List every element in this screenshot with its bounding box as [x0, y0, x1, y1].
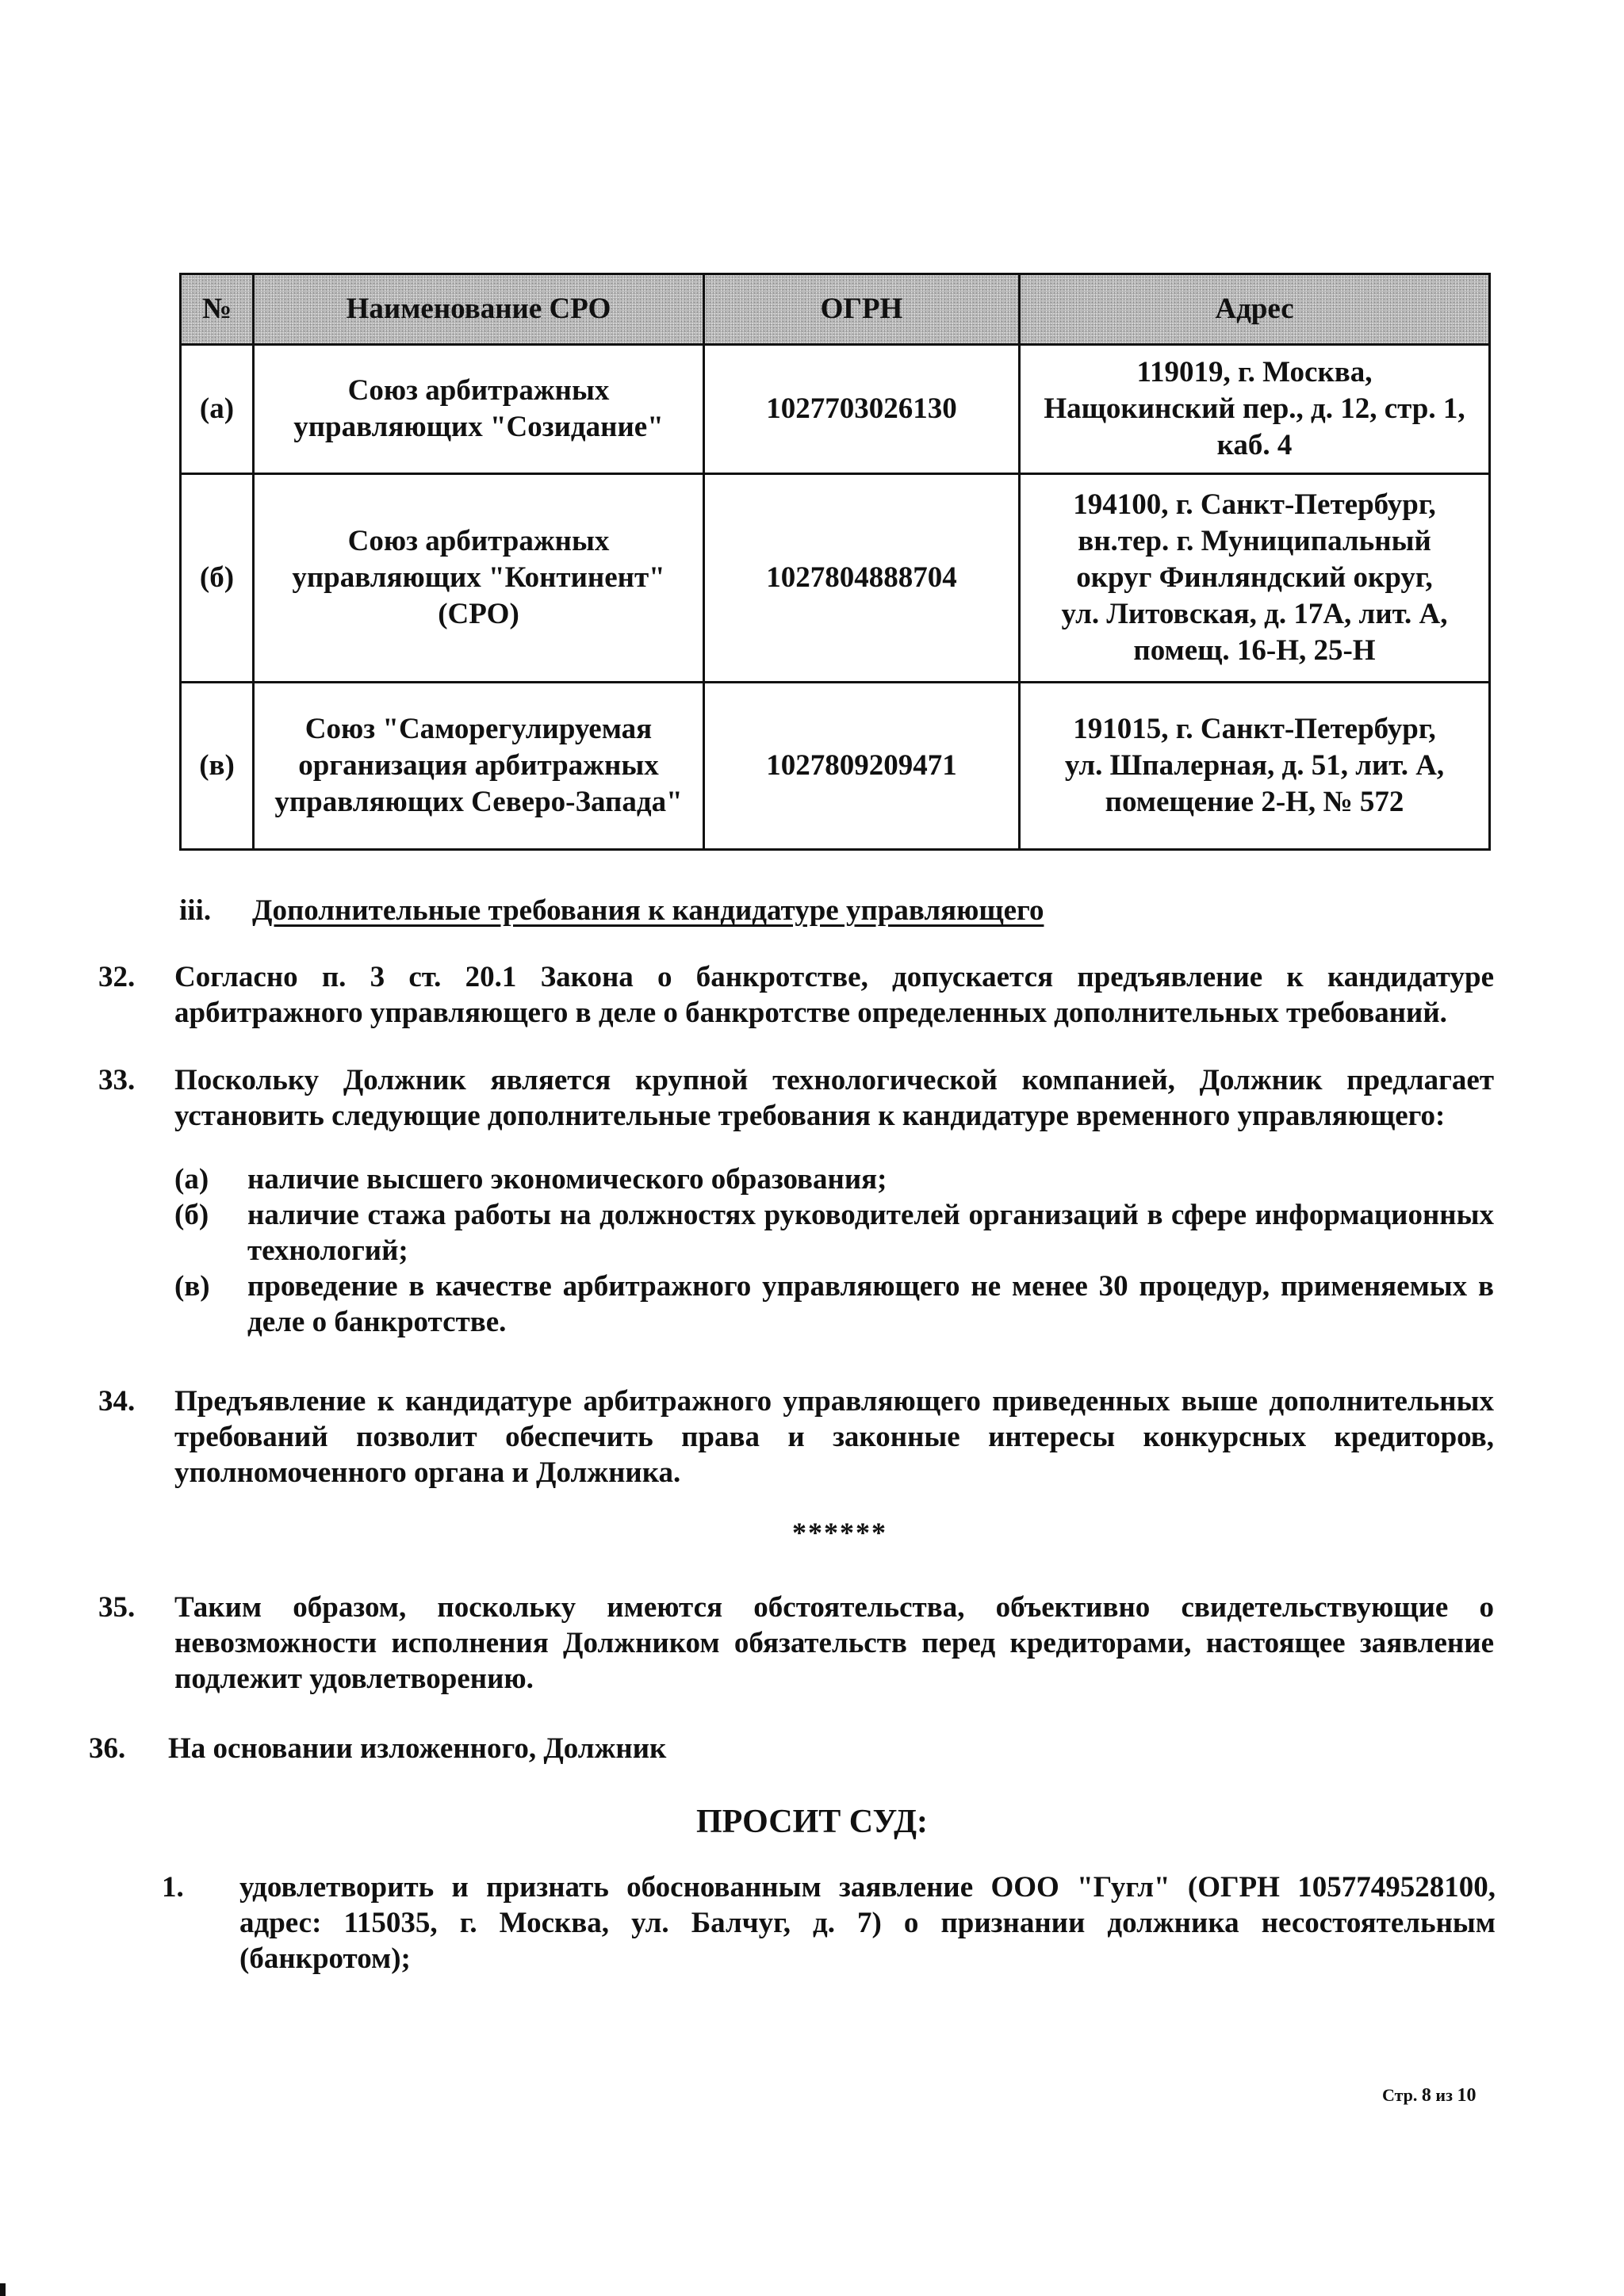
row-number: (в) [181, 683, 254, 850]
list-marker: (в) [174, 1270, 210, 1303]
list-item: (а) наличие высшего экономического образования; [174, 1163, 887, 1196]
paragraph-number: 35. [98, 1591, 136, 1624]
paragraph-35 [98, 1590, 1494, 1697]
sro-name: Союз арбитражных управляющих "Континент" (СРО) [254, 474, 704, 683]
section-marker: iii. [179, 894, 212, 927]
sro-name: Союз арбитражных управляющих "Созидание" [254, 345, 704, 474]
court-request-heading: ПРОСИТ СУД: [695, 1804, 928, 1840]
list-marker: 1. [162, 1871, 184, 1904]
paragraph-number: 32. [98, 961, 136, 993]
row-number: (б) [181, 474, 254, 683]
list-item: (в) проведение в качестве арбитражного управляющего не менее 30 процедур, применяемых в деле о банкротстве. [174, 1270, 1494, 1338]
table-header-row [181, 274, 1490, 345]
paragraph-33 [98, 1062, 1494, 1134]
paragraph-34 [98, 1383, 1494, 1490]
paragraph-number: 36. [89, 1732, 126, 1765]
column-header-ogrn: ОГРН [704, 274, 1020, 345]
table-row [181, 683, 1490, 850]
requirements-list [174, 1161, 1494, 1340]
list-item: (б) наличие стажа работы на должностях руководителей организаций в сфере информационных технологий; [174, 1199, 1494, 1267]
paragraph-number: 33. [98, 1064, 136, 1096]
sro-address: 119019, г. Москва, Нащокинский пер., д. 12, стр. 1, каб. 4 [1020, 345, 1490, 474]
paragraph-body: Поскольку Должник является крупной технологической компанией, Должник предлагает установить следующие дополнительные требования к кандидатуре временного управляющего: [174, 1064, 1494, 1132]
sro-ogrn: 1027804888704 [704, 474, 1020, 683]
column-header-sro-name: Наименование СРО [254, 274, 704, 345]
sro-table [179, 273, 1491, 851]
paragraph-body: Таким образом, поскольку имеются обстоятельства, объективно свидетельствующие о невозможности исполнения Должником обязательств перед кредиторами, настоящее заявление подлежит удовлетворению. [174, 1591, 1494, 1695]
page-number: Стр. 8 из 10 [1382, 2085, 1477, 2106]
sro-address: 194100, г. Санкт-Петербург, вн.тер. г. Муниципальный округ Финляндский округ, ул. Литовская, д. 17А, лит. А, помещ. 16-Н, 25-Н [1020, 474, 1490, 683]
paragraph-body: Согласно п. 3 ст. 20.1 Закона о банкротстве, допускается предъявление к кандидатуре арбитражного управляющего в деле о банкротстве определенных дополнительных требований. [174, 961, 1494, 1029]
list-marker: (а) [174, 1163, 209, 1196]
court-request-list [162, 1869, 1496, 1976]
row-number: (а) [181, 345, 254, 474]
table-row [181, 345, 1490, 474]
column-header-number: № [181, 274, 254, 345]
list-item: 1. удовлетворить и признать обоснованным заявление ООО "Гугл" (ОГРН 1057749528100, адрес: 115035, г. Москва, ул. Балчуг, д. 7) о признании должника несостоятельным (банкротом); [162, 1871, 1496, 1975]
list-marker: (б) [174, 1199, 209, 1231]
sro-ogrn: 1027809209471 [704, 683, 1020, 850]
section-separator: ****** [792, 1517, 887, 1548]
sro-ogrn: 1027703026130 [704, 345, 1020, 474]
section-title: Дополнительные требования к кандидатуре управляющего [252, 894, 1044, 927]
sro-name: Союз "Саморегулируемая организация арбитражных управляющих Северо-Запада" [254, 683, 704, 850]
sro-address: 191015, г. Санкт-Петербург, ул. Шпалерная, д. 51, лит. А, помещение 2-Н, № 572 [1020, 683, 1490, 850]
paragraph-32 [98, 959, 1494, 1031]
column-header-address: Адрес [1020, 274, 1490, 345]
paragraph-body: Предъявление к кандидатуре арбитражного управляющего приведенных выше дополнительных требований позволит обеспечить права и законные интересы конкурсных кредиторов, уполномоченного органа и Должника. [174, 1385, 1494, 1489]
paragraph-36 [89, 1731, 1484, 1766]
scan-edge-mark [0, 2283, 6, 2296]
table-row [181, 474, 1490, 683]
paragraph-body: На основании изложенного, Должник [168, 1732, 667, 1765]
paragraph-number: 34. [98, 1385, 136, 1418]
